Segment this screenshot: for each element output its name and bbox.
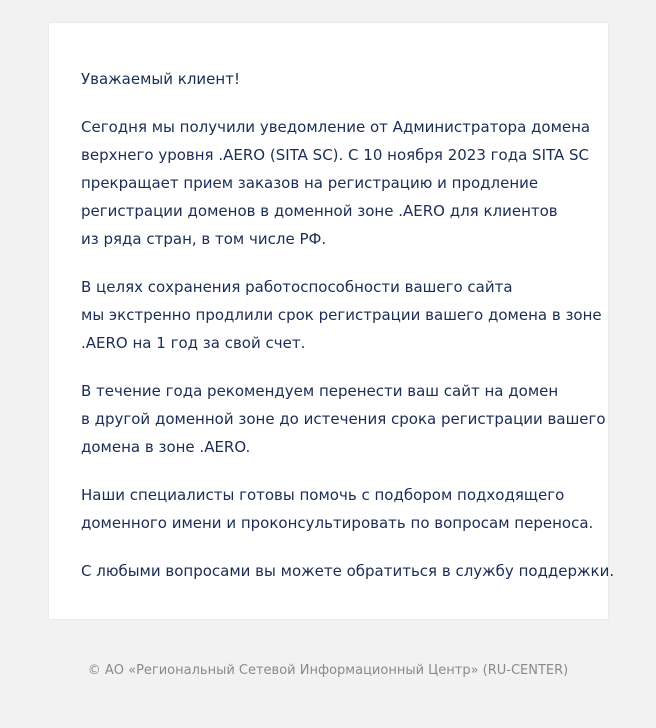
letter-body xyxy=(81,65,615,605)
paragraph-line: прекращает прием заказов на регистрацию и продление xyxy=(81,174,539,192)
paragraph-line: В течение года рекомендуем перенести ваш сайт на домен xyxy=(81,382,559,400)
paragraph-specialists xyxy=(81,481,594,537)
paragraph-line: верхнего уровня .AERO (SITA SC). С 10 ноября 2023 года SITA SC xyxy=(81,146,590,164)
paragraph-line: регистрации доменов в доменной зоне .AERO для клиентов xyxy=(81,202,558,220)
paragraph-extension xyxy=(81,273,602,357)
paragraph-line: из ряда стран, в том числе РФ. xyxy=(81,230,327,248)
paragraph-line: Наши специалисты готовы помочь с подбором подходящего xyxy=(81,486,565,504)
paragraph-line: в другой доменной зоне до истечения срока регистрации вашего xyxy=(81,410,606,428)
paragraph-line: С любыми вопросами вы можете обратиться в службу поддержки. xyxy=(81,562,615,580)
letter-card xyxy=(48,22,615,620)
paragraph-line: Сегодня мы получили уведомление от Администратора домена xyxy=(81,118,591,136)
paragraph-line: В целях сохранения работоспособности вашего сайта xyxy=(81,278,513,296)
paragraph-notice xyxy=(81,113,591,253)
paragraph-line: доменного имени и проконсультировать по вопросам переноса. xyxy=(81,514,594,532)
paragraph-support xyxy=(81,557,615,585)
paragraph-line: домена в зоне .AERO. xyxy=(81,438,251,456)
greeting: Уважаемый клиент! xyxy=(81,70,240,88)
footer-copyright: © АО «Региональный Сетевой Информационный Центр» (RU-CENTER) xyxy=(87,663,569,678)
paragraph-recommendation xyxy=(81,377,606,461)
paragraph-line: .AERO на 1 год за свой счет. xyxy=(81,334,306,352)
paragraph-line: мы экстренно продлили срок регистрации вашего домена в зоне xyxy=(81,306,602,324)
